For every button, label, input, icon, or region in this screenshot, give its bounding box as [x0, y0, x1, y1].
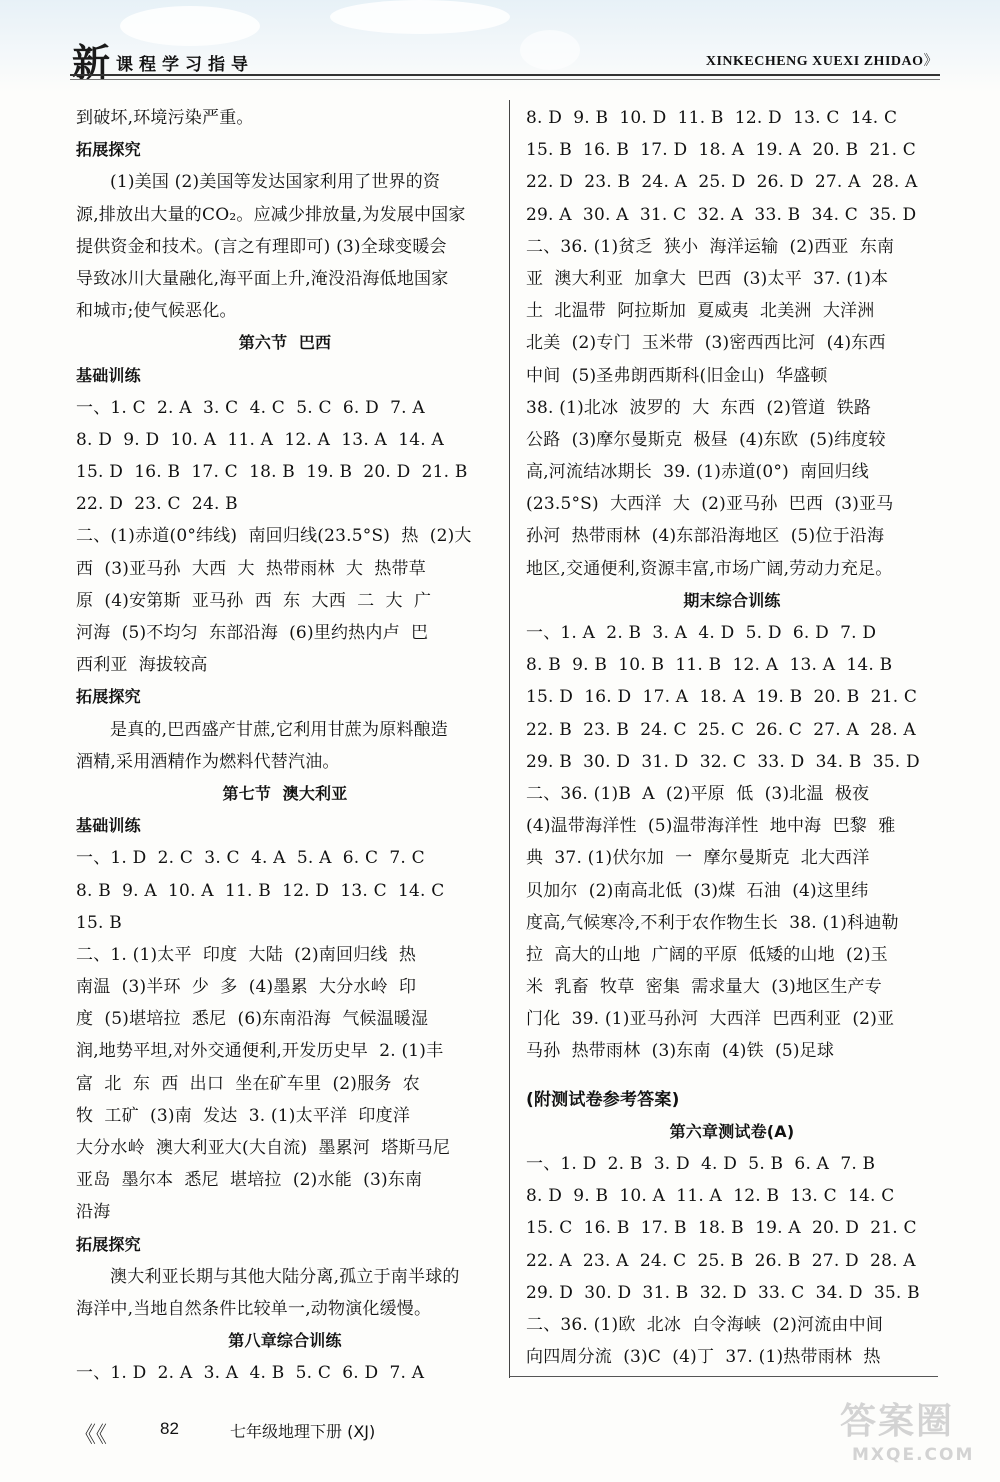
text-line: 公路 (3)摩尔曼斯克 极昼 (4)东欧 (5)纬度较 [526, 429, 886, 450]
subsection-heading: 基础训练 [76, 816, 141, 836]
section-heading: 第七节 澳大利亚 [222, 783, 348, 803]
header-divider [70, 74, 940, 76]
header-divider-thin [70, 79, 940, 80]
series-title-pinyin-text: XINKECHENG XUEXI ZHIDAO [705, 54, 924, 69]
book-title: 七年级地理下册 (XJ) [230, 1422, 376, 1441]
watermark-logo [840, 1400, 990, 1476]
subsection-heading: 拓展探究 [76, 140, 141, 160]
text-line: 牧 工矿 (3)南 发达 3. (1)太平洋 印度洋 [76, 1105, 411, 1126]
text-line: 29. A 30. A 31. C 32. A 33. B 34. C 35. D [526, 204, 917, 225]
text-line: 一、1. D 2. B 3. D 4. D 5. B 6. A 7. B [526, 1154, 876, 1174]
section-heading: 第六章测试卷(A) [669, 1121, 795, 1141]
footer-divider [510, 1376, 938, 1377]
text-line: 米 乳畜 牧草 密集 需求量大 (3)地区生产专 [526, 977, 882, 998]
text-line: 一、1. C 2. A 3. C 4. C 5. C 6. D 7. A [76, 397, 425, 418]
text-line: 15. D 16. B 17. C 18. B 19. B 20. D 21. B [76, 462, 468, 483]
section-heading: (附测试卷参考答案) [526, 1089, 680, 1110]
right-column [526, 102, 938, 1373]
text-line: 二、(1)赤道(0°纬线) 南回归线(23.5°S) 热 (2)大 [76, 526, 472, 547]
text-line: 富 北 东 西 出口 坐在矿车里 (2)服务 农 [76, 1073, 420, 1094]
text-line: 8. D 9. B 10. A 11. A 12. B 13. C 14. C [526, 1186, 895, 1207]
text-line: (1)美国 (2)美国等发达国家利用了世界的资 [110, 172, 441, 193]
text-line: 和城市;使气候恶化。 [76, 301, 237, 322]
text-line: 二、36. (1)贫乏 狭小 海洋运输 (2)西亚 东南 [526, 236, 895, 257]
text-line: (23.5°S) 大西洋 大 (2)亚马孙 巴西 (3)亚马 [526, 494, 894, 515]
text-line: 到破坏,环境污染严重。 [76, 108, 254, 128]
text-line: 15. C 16. B 17. B 18. B 19. A 20. D 21. C [526, 1218, 917, 1239]
text-line: 拉 高大的山地 广阔的平原 低矮的山地 (2)玉 [526, 944, 888, 965]
text-line: 二、36. (1)B A (2)平原 低 (3)北温 极夜 [526, 783, 870, 804]
text-line: 典 37. (1)伏尔加 一 摩尔曼斯克 北大西洋 [526, 848, 870, 869]
subsection-heading: 基础训练 [76, 365, 141, 385]
text-line: 地区,交通便利,资源丰富,市场广阔,劳动力充足。 [526, 558, 893, 579]
text-line: 22. A 23. A 24. C 25. B 26. B 27. D 28. A [526, 1250, 916, 1271]
subsection-heading: 拓展探究 [76, 687, 141, 707]
text-line: 南温 (3)半环 少 多 (4)墨累 大分水岭 印 [76, 977, 417, 998]
text-line: 西 (3)亚马孙 大西 大 热带雨林 大 热带草 [76, 558, 426, 579]
text-line: 15. B 16. B 17. D 18. A 19. A 20. B 21. C [526, 140, 916, 161]
text-line: 原 (4)安第斯 亚马孙 西 东 大西 二 大 广 [76, 590, 432, 611]
text-line: 38. (1)北冰 波罗的 大 东西 (2)管道 铁路 [526, 397, 872, 418]
text-line: 二、36. (1)欧 北冰 白令海峡 (2)河流由中间 [526, 1314, 884, 1335]
text-line: 源,排放出大量的CO₂。应减少排放量,为发展中国家 [76, 204, 466, 225]
text-line: 8. B 9. B 10. B 11. B 12. A 13. A 14. B [526, 655, 893, 676]
text-line: 8. B 9. A 10. A 11. B 12. D 13. C 14. C [76, 880, 445, 901]
watermark-url: MXQE.COM [852, 1445, 975, 1465]
text-line: 15. B [76, 912, 122, 933]
text-line: 向四周分流 (3)C (4)丁 37. (1)热带雨林 热 [526, 1347, 881, 1368]
text-line: 导致冰川大量融化,海平面上升,淹没沿海低地国家 [76, 268, 449, 289]
text-line: 度高,气候寒冷,不利于农作物生长 38. (1)科迪勒 [526, 912, 899, 933]
text-line: 北美 (2)专门 玉米带 (3)密西西比河 (4)东西 [526, 333, 886, 354]
text-line: 一、1. D 2. C 3. C 4. A 5. A 6. C 7. C [76, 848, 425, 869]
text-line: 大分水岭 澳大利亚大(大自流) 墨累河 塔斯马尼 [76, 1138, 451, 1158]
header-cloud-decoration [520, 30, 580, 70]
text-line: 22. D 23. C 24. B [76, 494, 238, 515]
text-line: 亚岛 墨尔本 悉尼 堪培拉 (2)水能 (3)东南 [76, 1170, 423, 1191]
text-line: 贝加尔 (2)南高北低 (3)煤 石油 (4)这里纬 [526, 880, 869, 901]
watermark-text: 答案圈 [840, 1401, 955, 1442]
text-line: 沿海 [76, 1202, 111, 1223]
series-title-pinyin [706, 50, 938, 70]
text-line: 润,地势平坦,对外交通便利,开发历史早 2. (1)丰 [76, 1041, 444, 1062]
text-line: 一、1. D 2. A 3. A 4. B 5. C 6. D 7. A [76, 1363, 425, 1384]
section-heading: 第八章综合训练 [228, 1331, 342, 1351]
section-heading: 第六节 巴西 [238, 333, 332, 353]
text-line: 土 北温带 阿拉斯加 夏威夷 北美洲 大洋洲 [526, 301, 875, 322]
text-line: 一、1. A 2. B 3. A 4. D 5. D 6. D 7. D [526, 623, 877, 643]
column-divider [509, 100, 510, 1378]
text-line: 西利亚 海拔较高 [76, 655, 208, 676]
subsection-heading: 拓展探究 [76, 1234, 141, 1254]
text-line: 中间 (5)圣弗朗西斯科(旧金山) 华盛顿 [526, 365, 828, 386]
text-line: 亚 澳大利亚 加拿大 巴西 (3)太平 37. (1)本 [526, 268, 889, 289]
text-line: 22. D 23. B 24. A 25. D 26. D 27. A 28. A [526, 172, 918, 193]
chevron-right-icon: 》 [923, 53, 938, 69]
chevron-left-icon: 《《 [74, 1423, 108, 1448]
text-line: 酒精,采用酒精作为燃料代替汽油。 [76, 751, 340, 772]
text-line: 是真的,巴西盛产甘蔗,它利用甘蔗为原料酿造 [110, 719, 449, 740]
spacer [526, 1068, 938, 1084]
text-line: 8. D 9. D 10. A 11. A 12. A 13. A 14. A [76, 429, 444, 450]
series-title: 课程学习指导 [116, 55, 254, 75]
text-line: 度 (5)堪培拉 悉尼 (6)东南沿海 气候温暖湿 [76, 1009, 429, 1030]
text-line: 海洋中,当地自然条件比较单一,动物演化缓慢。 [76, 1298, 432, 1319]
text-line: 29. B 30. D 31. D 32. C 33. D 34. B 35. D [526, 751, 920, 772]
text-line: 门化 39. (1)亚马孙河 大西洋 巴西利亚 (2)亚 [526, 1009, 895, 1030]
header-cloud-decoration [120, 6, 260, 46]
text-line: 马孙 热带雨林 (3)东南 (4)铁 (5)足球 [526, 1041, 835, 1062]
text-line: 22. B 23. B 24. C 25. C 26. C 27. A 28. A [526, 719, 916, 740]
text-line: 孙河 热带雨林 (4)东部沿海地区 (5)位于沿海 [526, 526, 885, 547]
page-header [0, 0, 1000, 92]
left-column [76, 102, 494, 1390]
text-line: 提供资金和技术。(言之有理即可) (3)全球变暖会 [76, 236, 447, 257]
text-line: 15. D 16. D 17. A 18. A 19. B 20. B 21. C [526, 687, 918, 708]
section-heading: 期末综合训练 [683, 590, 781, 610]
text-line: 河海 (5)不均匀 东部沿海 (6)里约热内卢 巴 [76, 623, 429, 643]
series-logo: 新 [72, 41, 111, 85]
text-line: 8. D 9. B 10. D 11. B 12. D 13. C 14. C [526, 108, 898, 128]
text-line: 29. D 30. D 31. B 32. D 33. C 34. D 35. B [526, 1282, 920, 1303]
text-line: 二、1. (1)太平 印度 大陆 (2)南回归线 热 [76, 944, 417, 965]
page-number: 82 [160, 1419, 179, 1438]
text-line: 高,河流结冰期长 39. (1)赤道(0°) 南回归线 [526, 462, 869, 483]
text-line: (4)温带海洋性 (5)温带海洋性 地中海 巴黎 雅 [526, 816, 896, 837]
header-cloud-decoration [330, 0, 510, 34]
text-line: 澳大利亚长期与其他大陆分离,孤立于南半球的 [110, 1266, 460, 1287]
